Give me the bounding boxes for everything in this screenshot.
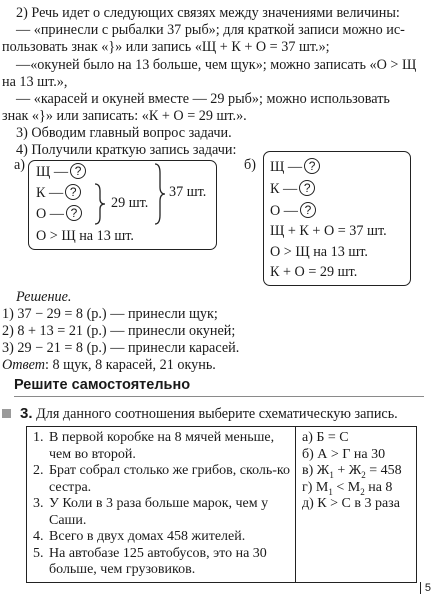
- solution-step-2: 2) 8 + 13 = 21 (р.) — принесли окуней;: [2, 323, 236, 339]
- statement-item: 5. На автобазе 125 автобусов, это на 30 больше, чем грузовиков.: [33, 545, 267, 577]
- task-marker-icon: [2, 409, 11, 418]
- inner-brace-icon: [93, 183, 107, 225]
- task-text: Для данного соотношения выберите схематическую запись.: [36, 406, 398, 422]
- intro-line-2: — «принесли с рыбалки 37 рыб»; для краткой записи можно ис-: [16, 22, 405, 38]
- option-d: г) $М_1 < М_2$ на 8: [302, 479, 393, 497]
- statement-item: 1. В первой коробке на 8 мячей меньше, чем во второй.: [33, 430, 275, 462]
- scheme-b-line-3: К + О = 29 шт.: [270, 264, 358, 280]
- statements-cell: [27, 427, 296, 583]
- scheme-a-row-k: К — ?: [36, 184, 81, 202]
- scheme-a-outer-total: 37 шт.: [169, 184, 207, 200]
- solution-step-3: 3) 29 − 21 = 8 (р.) — принесли карасей.: [2, 340, 240, 356]
- answer-text: : 8 щук, 8 карасей, 21 окунь.: [45, 357, 216, 373]
- option-e: д) К > С в 3 раза: [302, 496, 400, 511]
- scheme-b-box: [263, 151, 411, 286]
- question-mark-icon: ?: [300, 202, 316, 218]
- outer-brace-icon: [153, 163, 167, 225]
- scheme-a-box: [28, 160, 217, 250]
- option-b: б) А > Г на 30: [302, 446, 386, 462]
- option-c: в) $Ж_1 + Ж_2 = 458$: [302, 463, 402, 480]
- options-cell: [296, 427, 417, 583]
- option-a: а) Б = С: [302, 430, 349, 445]
- matching-table: [26, 426, 417, 583]
- scheme-b-label: б): [244, 157, 256, 173]
- scheme-b-line-2: О > Щ на 13 шт.: [270, 244, 368, 260]
- scheme-a-inner-total: 29 шт.: [111, 195, 149, 211]
- intro-line-9: 4) Получили краткую запись задачи:: [16, 142, 237, 158]
- solution-answer: [2, 357, 216, 374]
- section-divider: [14, 396, 424, 397]
- section-title: Решите самостоятельно: [14, 377, 191, 393]
- page-number: 5: [420, 582, 431, 594]
- scheme-a-label: а): [14, 157, 26, 173]
- scheme-b-row-o: О — ?: [270, 202, 316, 220]
- statement-item: 4. Всего в двух домах 458 жителей.: [33, 529, 246, 544]
- intro-line-3: пользовать знак «}» или запись «Щ + К + О = 37 шт.»;: [2, 39, 330, 55]
- intro-line-6: — «карасей и окуней вместе — 29 рыб»; можно использовать: [16, 91, 390, 107]
- question-mark-icon: ?: [299, 180, 315, 196]
- task-number: 3.: [20, 405, 33, 422]
- scheme-b-line-1: Щ + К + О = 37 шт.: [270, 223, 387, 239]
- statement-item: 3. У Коли в 3 раза больше марок, чем у Саши.: [33, 496, 269, 528]
- intro-line-4: —«окуней было на 13 больше, чем щук»; можно записать «О > Щ: [16, 57, 417, 73]
- answer-label: Ответ: [2, 357, 46, 373]
- scheme-b-row-shch: Щ — ?: [270, 158, 320, 176]
- question-mark-icon: ?: [65, 184, 81, 200]
- question-mark-icon: ?: [304, 158, 320, 174]
- question-mark-icon: ?: [66, 205, 82, 221]
- scheme-b-row-k: К — ?: [270, 180, 315, 198]
- intro-line-7: знак «}» или записать: «К + О = 29 шт.».: [2, 108, 247, 124]
- question-mark-icon: ?: [70, 163, 86, 179]
- scheme-a-footer: О > Щ на 13 шт.: [36, 228, 134, 244]
- intro-line-8: 3) Обводим главный вопрос задачи.: [16, 125, 232, 141]
- solution-step-1: 1) 37 − 29 = 8 (р.) — принесли щук;: [2, 306, 218, 322]
- intro-line-5: на 13 шт.»,: [2, 74, 68, 90]
- scheme-a-row-o: О — ?: [36, 205, 82, 223]
- solution-title: Решение.: [16, 289, 72, 305]
- intro-line-1: 2) Речь идет о следующих связях между значениями величины:: [16, 5, 400, 21]
- scheme-a-row-shch: Щ — ?: [36, 163, 86, 181]
- statement-item: 2. Брат собрал столько же грибов, сколь-ко сестра.: [33, 463, 291, 495]
- task-heading: [20, 405, 398, 423]
